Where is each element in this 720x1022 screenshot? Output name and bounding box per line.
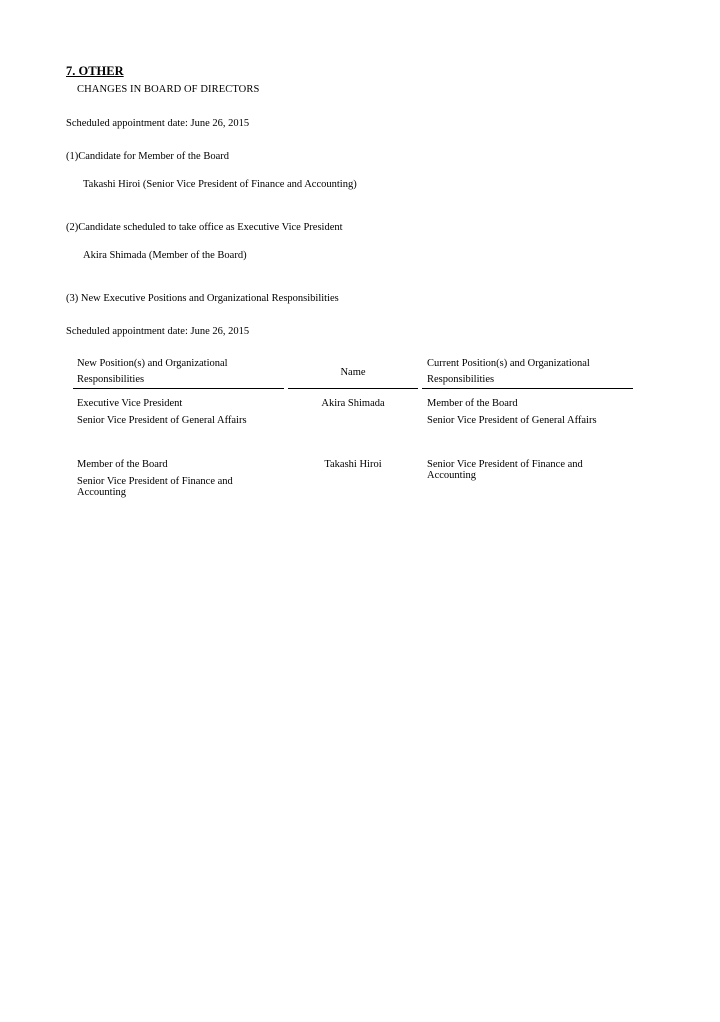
header-rule-new bbox=[73, 388, 284, 389]
header-rule-name bbox=[288, 388, 418, 389]
header-current-positions: Current Position(s) and Organizational Responsibilities bbox=[427, 358, 590, 385]
new-position-line: Senior Vice President of General Affairs bbox=[77, 415, 247, 426]
current-position-line: Member of the Board bbox=[427, 398, 518, 409]
new-positions-label: (3) New Executive Positions and Organizational Responsibilities bbox=[66, 293, 339, 304]
candidate-board-person: Takashi Hiroi (Senior Vice President of Finance and Accounting) bbox=[83, 179, 357, 190]
header-rule-current bbox=[422, 388, 633, 389]
row-current-positions bbox=[427, 395, 597, 429]
scheduled-date-1: Scheduled appointment date: June 26, 2015 bbox=[66, 118, 250, 129]
candidate-evp-person: Akira Shimada (Member of the Board) bbox=[83, 250, 247, 261]
row-new-positions bbox=[77, 456, 257, 498]
row-name: Akira Shimada bbox=[321, 398, 385, 409]
candidate-evp-label: (2)Candidate scheduled to take office as Executive Vice President bbox=[66, 222, 343, 233]
header-name: Name bbox=[340, 367, 366, 378]
row-name: Takashi Hiroi bbox=[324, 459, 382, 470]
current-position-line: Senior Vice President of General Affairs bbox=[427, 415, 597, 426]
new-position-line: Executive Vice President bbox=[77, 398, 183, 409]
new-position-line: Member of the Board bbox=[77, 459, 168, 470]
row-new-positions bbox=[77, 395, 247, 429]
candidate-board-label: (1)Candidate for Member of the Board bbox=[66, 151, 229, 162]
current-position-line: Senior Vice President of Finance and Accounting bbox=[427, 459, 583, 481]
header-new-positions: New Position(s) and Organizational Responsibilities bbox=[77, 358, 228, 385]
row-current-positions bbox=[427, 459, 607, 481]
new-position-line: Senior Vice President of Finance and Accounting bbox=[77, 476, 233, 498]
board-changes-heading: CHANGES IN BOARD OF DIRECTORS bbox=[77, 84, 260, 95]
scheduled-date-2: Scheduled appointment date: June 26, 2015 bbox=[66, 326, 250, 337]
section-title: 7. OTHER bbox=[66, 64, 124, 78]
